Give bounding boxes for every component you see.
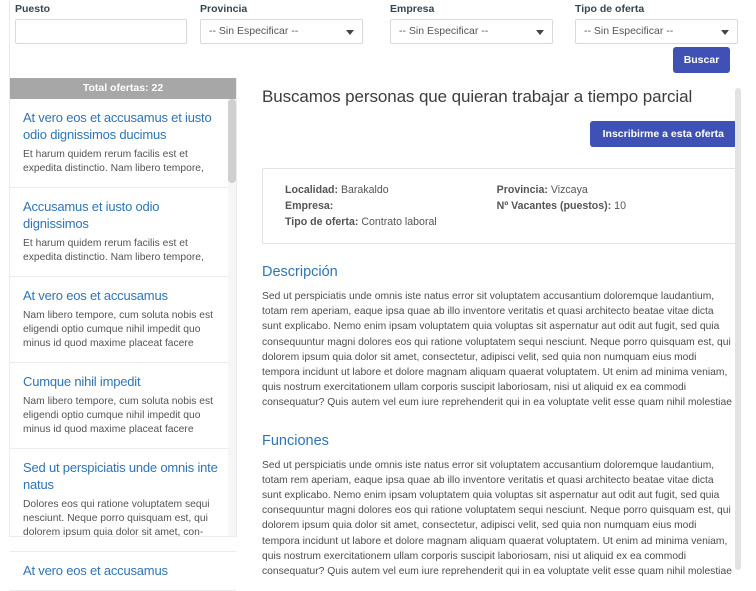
- offer-excerpt: Et harum quidem rerum facilis est et expedita distinctio. Nam libero tempore,: [23, 149, 204, 174]
- tipo-oferta-field: [575, 3, 738, 44]
- offer-excerpt: Et harum quidem rerum facilis est et expedita distinctio. Nam libero tempore,: [23, 238, 204, 263]
- list-item[interactable]: [10, 277, 236, 363]
- chevron-down-icon: [536, 30, 544, 35]
- page-title: Buscamos personas que quieran trabajar a tiempo parcial: [262, 87, 693, 106]
- provincia-selected-value: -- Sin Especificar --: [209, 25, 299, 37]
- offers-sidebar: [9, 78, 237, 578]
- offer-excerpt: Nam libero tempore, cum soluta nobis est eligendi optio cumque nihil impedit quo minus id quod maxime placeat facere: [23, 396, 214, 435]
- descripcion-heading: Descripción: [262, 264, 338, 280]
- tipo-oferta-select[interactable]: [575, 19, 738, 44]
- empresa-selected-value: -- Sin Especificar --: [399, 25, 489, 37]
- offer-link[interactable]: At vero eos et accusamus et iusto odio dignissimos ducimus: [23, 110, 212, 142]
- detail-provincia: Provincia: Vizcaya: [496, 184, 588, 196]
- detail-tipo-oferta: Tipo de oferta: Contrato laboral: [285, 216, 437, 228]
- chevron-down-icon: [721, 30, 729, 35]
- main-scrollbar-thumb[interactable]: [735, 88, 741, 570]
- offer-link[interactable]: Cumque nihil impedit: [23, 374, 141, 389]
- tipo-oferta-selected-value: -- Sin Especificar --: [584, 25, 674, 37]
- offer-link[interactable]: Accusamus et iusto odio dignissimos: [23, 199, 160, 231]
- list-item[interactable]: [10, 363, 236, 449]
- apply-button[interactable]: Inscribirme a esta oferta: [590, 121, 737, 147]
- funciones-heading: Funciones: [262, 432, 329, 449]
- chevron-down-icon: [346, 30, 354, 35]
- puesto-field: [15, 3, 187, 44]
- empresa-select[interactable]: [390, 19, 553, 44]
- buscar-button[interactable]: Buscar: [673, 47, 730, 73]
- list-item[interactable]: [10, 188, 236, 277]
- offer-link[interactable]: Sed ut perspiciatis unde omnis inte natus: [23, 460, 218, 492]
- details-column-right: [497, 182, 726, 230]
- list-item[interactable]: [10, 552, 236, 591]
- detail-empresa: Empresa:: [285, 200, 334, 212]
- provincia-select[interactable]: [200, 19, 363, 44]
- offer-detail-panel: [262, 85, 737, 579]
- empresa-field: [390, 3, 553, 44]
- offer-link[interactable]: At vero eos et accusamus: [23, 563, 168, 578]
- provincia-field: [200, 3, 363, 44]
- offer-excerpt: Dolores eos qui ratione voluptatem sequi nesciunt. Neque porro quisquam est, qui dolorem ipsum quia dolor sit amet, con-: [23, 499, 210, 538]
- puesto-label: Puesto: [15, 3, 51, 15]
- empresa-label: Empresa: [390, 3, 435, 15]
- total-offers-header: Total ofertas: 22: [10, 78, 236, 99]
- descripcion-text: Sed ut perspiciatis unde omnis iste natus error sit voluptatem accusantium doloremque laudantium, totam rem aperiam, eaque ipsa quae ab illo inventore veritatis et quasi architecto beatae vitae dicta sunt explicabo. Nemo enim ipsam voluptatem quia voluptas sit aspernatur aut odit aut fugit, sed quia consequuntur magni dolores eos qui ratione voluptatem sequi nesciunt. Neque porro quisquam est, qui dolorem ipsum quia dolor sit amet, consectetur, adipisci velit, sed quia non numquam eius modi tempora incidunt ut labore et dolore magnam aliquam quaerat voluptatem. Ut enim ad minima veniam, quis nostrum exercitationem ullam corporis suscipit laboriosam, nisi ut aliquid ex ea commodi consequatur? Quis autem vel eum iure reprehenderit qui in ea voluptate velit esse quam nihil molestiae: [262, 291, 732, 409]
- provincia-label: Provincia: [200, 3, 248, 15]
- puesto-input[interactable]: [15, 19, 187, 44]
- search-filters-bar: [9, 0, 742, 78]
- list-item[interactable]: [10, 99, 236, 188]
- funciones-text: Sed ut perspiciatis unde omnis iste natus error sit voluptatem accusantium doloremque laudantium, totam rem aperiam, eaque ipsa quae ab illo inventore veritatis et quasi architecto beatae vitae dicta sunt explicabo. Nemo enim ipsam voluptatem quia voluptas sit aspernatur aut odit aut fugit, sed quia consequuntur magni dolores eos qui ratione voluptatem sequi nesciunt. Neque porro quisquam est, qui dolorem ipsum quia dolor sit amet, consectetur, adipisci velit, sed quia non numquam eius modi tempora incidunt ut labore et dolore magnam aliquam quaerat voluptatem. Ut enim ad minima veniam, quis nostrum exercitationem ullam corporis suscipit laboriosam, nisi ut aliquid ex ea commodi consequatur? Quis autem vel eum iure reprehenderit qui in ea voluptate velit esse quam nihil molestiae: [262, 459, 732, 578]
- detail-localidad: Localidad: Barakaldo: [285, 184, 389, 196]
- offer-excerpt: Nam libero tempore, cum soluta nobis est eligendi optio cumque nihil impedit quo minus id quod maxime placeat facere: [23, 310, 214, 349]
- apply-row: [262, 121, 737, 147]
- offer-link[interactable]: At vero eos et accusamus: [23, 288, 168, 303]
- tipo-oferta-label: Tipo de oferta: [575, 3, 645, 15]
- sidebar-scrollbar-thumb[interactable]: [228, 99, 236, 183]
- detail-vacantes: Nº Vacantes (puestos): 10: [496, 200, 626, 212]
- list-item[interactable]: [10, 449, 236, 552]
- details-column-left: [285, 182, 497, 230]
- offer-details-box: [262, 168, 737, 244]
